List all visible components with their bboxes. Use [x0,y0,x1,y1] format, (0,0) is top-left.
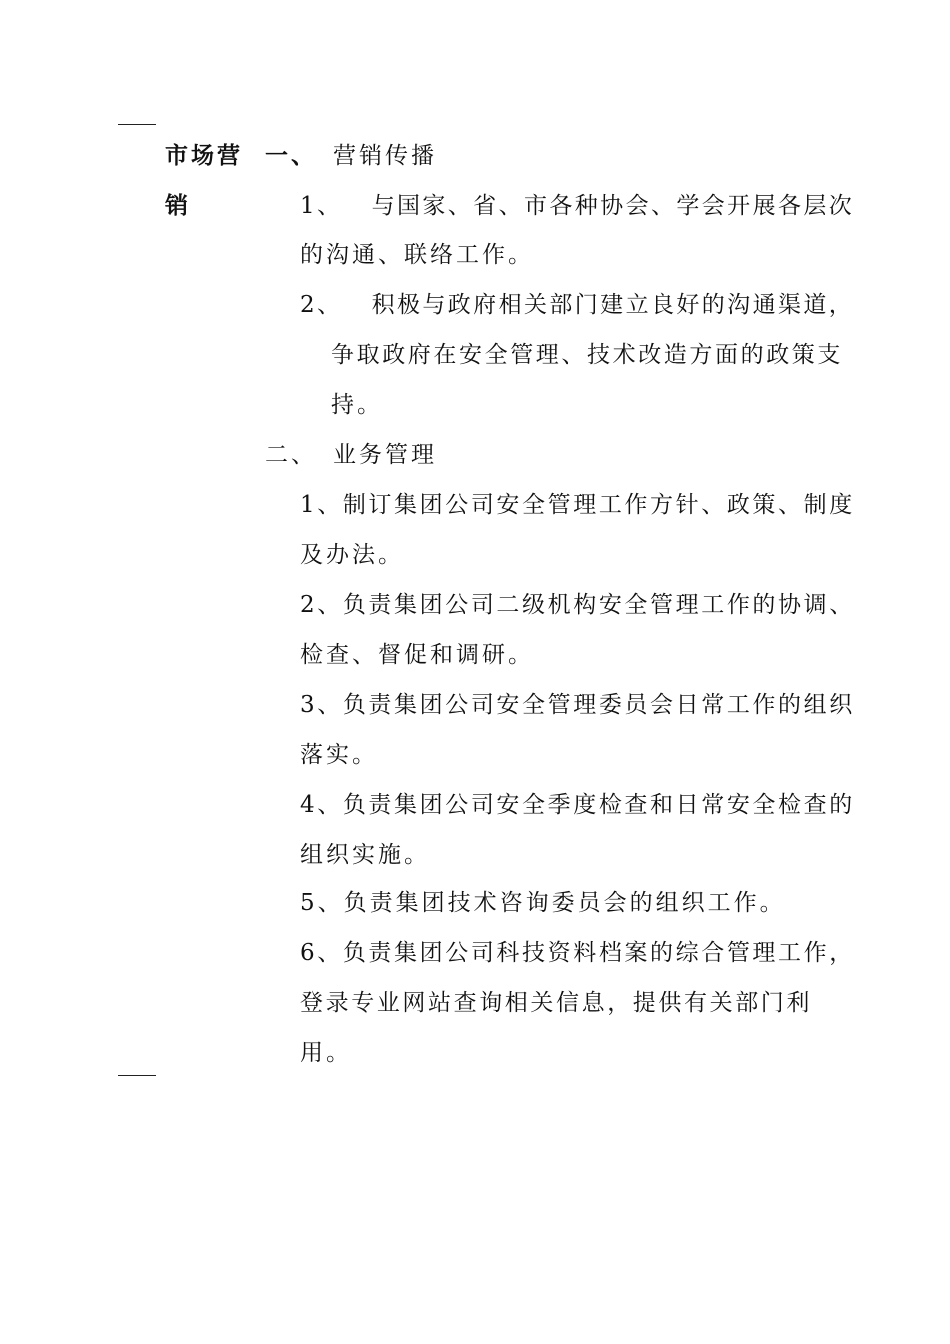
section-2-item-2-line-1: 2、负责集团公司二级机构安全管理工作的协调、 [300,592,855,618]
section-2-title: 业务管理 [333,442,437,468]
section-1-item-2-line-1: 2、 积极与政府相关部门建立良好的沟通渠道， [300,292,855,318]
section-2-item-5-line-1: 5、负责集团技术咨询委员会的组织工作。 [300,890,786,916]
section-1-item-1-line-2: 的沟通、联络工作。 [300,242,534,268]
item-text: 1、 与国家、省、市各种协会、学会开展各层次 [300,193,855,219]
section-1-item-2-line-2: 争取政府在安全管理、技术改造方面的政策支 [331,342,843,368]
section-2-item-6-line-3: 用。 [300,1040,352,1066]
section-1-item-1-line-1 [300,191,855,221]
dept-label-line-2: 销 [165,192,191,219]
section-2-item-1-line-2: 及办法。 [300,542,404,568]
section-2-item-3-line-1: 3、负责集团公司安全管理委员会日常工作的组织 [300,692,855,718]
section-1-title: 营销传播 [333,143,437,169]
section-2-item-6-line-2: 登录专业网站查询相关信息，提供有关部门利 [300,990,812,1016]
section-2-number: 二、 [265,442,317,468]
footer-rule [118,1075,156,1076]
section-1-item-2-line-3: 持。 [331,392,383,418]
section-2-item-3-line-2: 落实。 [300,742,378,768]
section-2-item-4-line-2: 组织实施。 [300,842,430,868]
header-rule [118,124,156,125]
section-1-number: 一、 [265,142,317,169]
dept-label-line-1: 市场营 [165,142,243,169]
section-2-item-2-line-2: 检查、督促和调研。 [300,642,534,668]
section-2-item-6-line-1: 6、负责集团公司科技资料档案的综合管理工作， [300,940,855,966]
section-2-item-4-line-1: 4、负责集团公司安全季度检查和日常安全检查的 [300,792,855,818]
section-2-item-1-line-1: 1、制订集团公司安全管理工作方针、政策、制度 [300,492,855,518]
